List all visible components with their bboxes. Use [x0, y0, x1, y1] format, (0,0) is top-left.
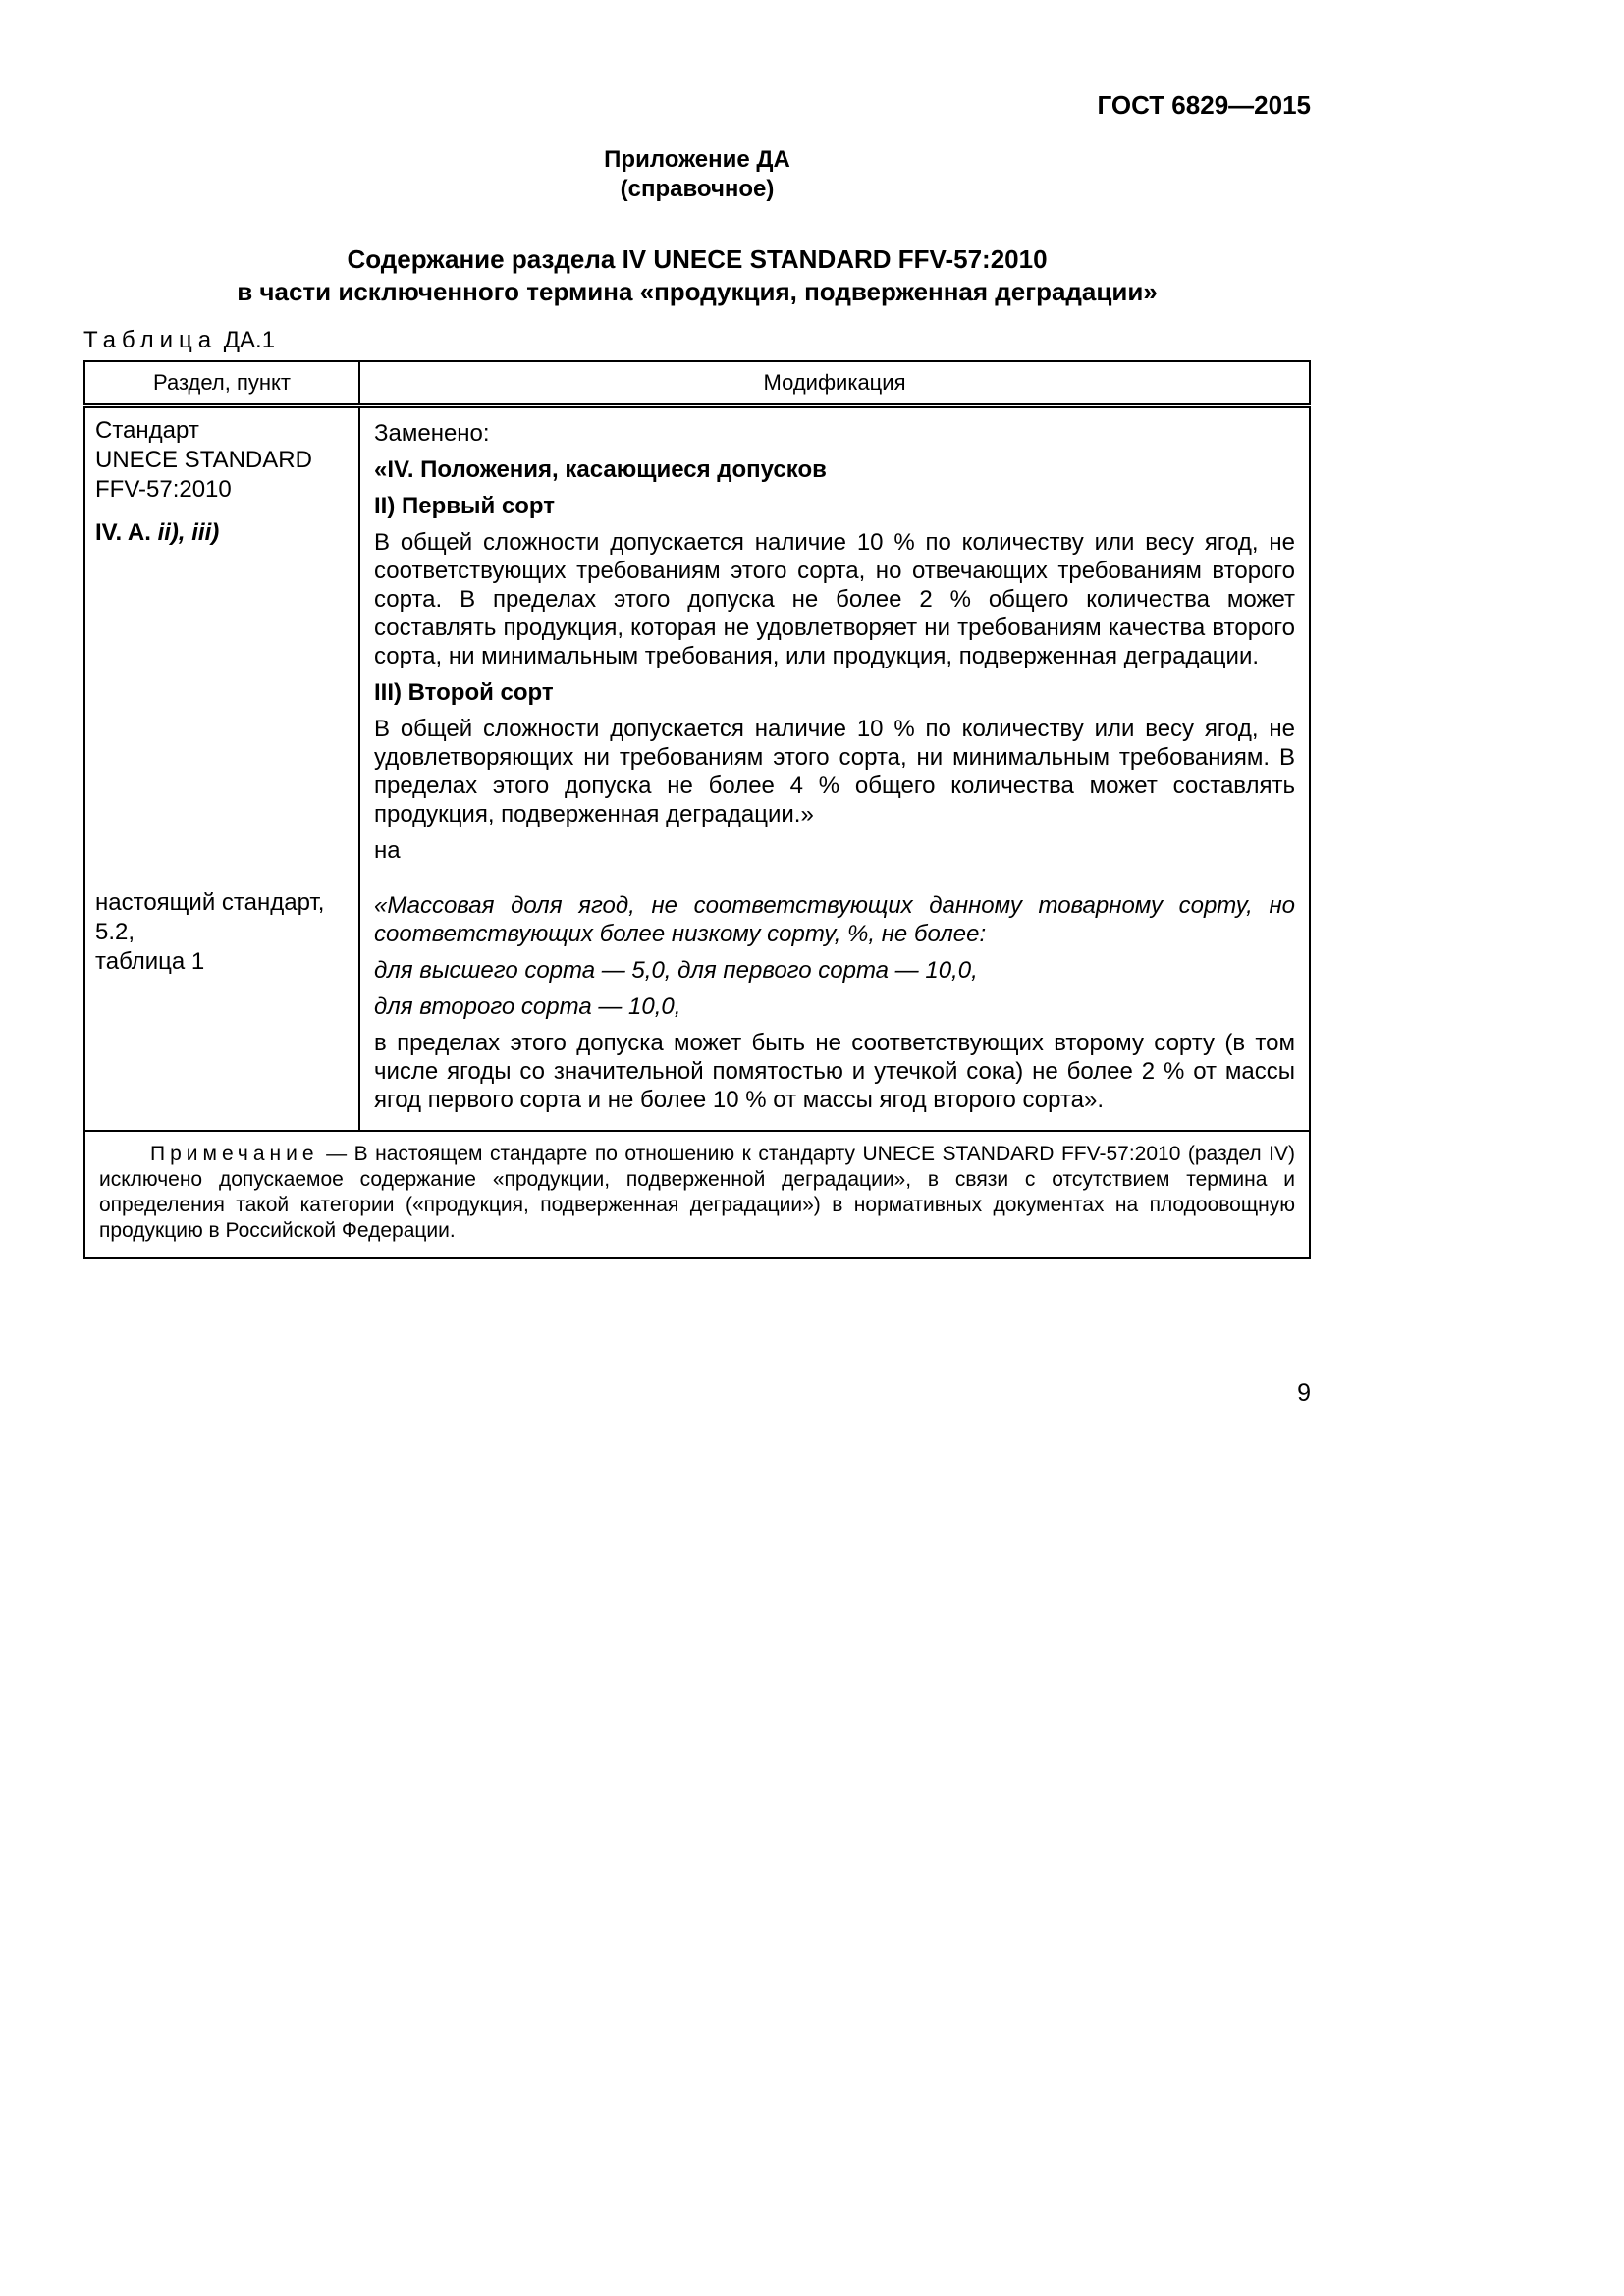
- content-area: [83, 0, 1311, 1407]
- first-grade-heading: II) Первый сорт: [374, 493, 556, 519]
- table-caption: [83, 326, 1311, 354]
- table-row-current-standard: [84, 881, 1310, 1131]
- table-note-row: [84, 1131, 1310, 1258]
- modification-table: [83, 360, 1311, 1259]
- modification-cell-standard: [359, 406, 1310, 881]
- appendix-kind: (справочное): [620, 176, 775, 202]
- column-header-modification: Модификация: [359, 361, 1310, 406]
- standard-code-header: ГОСТ 6829—2015: [1097, 90, 1311, 120]
- section-line: настоящий стандарт,: [95, 889, 325, 916]
- appendix-label: Приложение ДА: [604, 146, 790, 173]
- modification-cell-current: [359, 881, 1310, 1131]
- connector-word: на: [374, 837, 401, 864]
- tolerances-heading: «IV. Положения, касающиеся допусков: [374, 456, 827, 483]
- first-grade-text: В общей сложности допускается наличие 10 % по количеству или весу ягод, не соответствующих требованиям этого сорта, но отвечающих требованиям второго сорта. В пределах этого допуска не более 2 % общего количества может составлять продукция, которая не удовлетворяет ни требованиям качества второго сорта, ни минимальным требования, или продукция, подверженная деградации.: [374, 529, 1295, 669]
- section-line: Стандарт: [95, 417, 199, 444]
- second-grade-heading: III) Второй сорт: [374, 679, 554, 706]
- section-line: таблица 1: [95, 948, 205, 975]
- section-line: UNECE STANDARD: [95, 447, 312, 473]
- appendix-title-line2: в части исключенного термина «продукция, подверженная деградации»: [237, 277, 1158, 306]
- table-header-row: [84, 361, 1310, 406]
- section-cell-current: [84, 881, 359, 1131]
- appendix-title-line1: Содержание раздела IV UNECE STANDARD FFV-57:2010: [347, 244, 1048, 274]
- tolerance-detail-text: в пределах этого допуска может быть не соответствующих второму сорту (в том числе ягоды со значительной помятостью и утечкой сока) не более 2 % от массы ягод первого сорта и не более 10 % от массы ягод второго сорта».: [374, 1030, 1295, 1113]
- table-caption-number: ДА.1: [223, 327, 276, 353]
- section-line: FFV-57:2010: [95, 476, 232, 503]
- column-header-section: Раздел, пункт: [84, 361, 359, 406]
- note-cell: [84, 1131, 1310, 1258]
- section-reference: [95, 518, 349, 548]
- note-text: — В настоящем стандарте по отношению к стандарту UNECE STANDARD FFV-57:2010 (раздел IV) исключено допускаемое содержание «продукции, подверженной деградации», в связи с отсутствием термина и определения такой категории («продукция, подверженная деградации») в нормативных документах на плодоовощную продукцию в Российской Федерации.: [99, 1143, 1295, 1242]
- section-line: 5.2,: [95, 919, 135, 945]
- mass-fraction-text: «Массовая доля ягод, не соответствующих данному товарному сорту, но соответствующих более низкому сорту, %, не более:: [374, 892, 1295, 947]
- grades-values-line1: для высшего сорта — 5,0, для первого сорта — 10,0,: [374, 957, 978, 984]
- appendix-title: [83, 243, 1311, 308]
- section-reference-items: ii), iii): [157, 519, 220, 546]
- note-label: Примечание: [150, 1143, 319, 1165]
- table-row-standard: [84, 406, 1310, 881]
- second-grade-text: В общей сложности допускается наличие 10 % по количеству или весу ягод, не удовлетворяющих ни требованиям этого сорта, ни минимальным требованиям. В пределах этого допуска не более 4 % общего количества может составлять продукция, подверженная деградации.»: [374, 716, 1295, 828]
- section-reference-roman: IV. A.: [95, 519, 151, 546]
- table-caption-word: Таблица: [83, 327, 218, 353]
- note-paragraph: [99, 1142, 1295, 1244]
- replaced-label: Заменено:: [374, 420, 490, 447]
- grades-values-line2: для второго сорта — 10,0,: [374, 993, 681, 1020]
- section-cell-standard: [84, 406, 359, 881]
- page-number: 9: [1297, 1379, 1311, 1407]
